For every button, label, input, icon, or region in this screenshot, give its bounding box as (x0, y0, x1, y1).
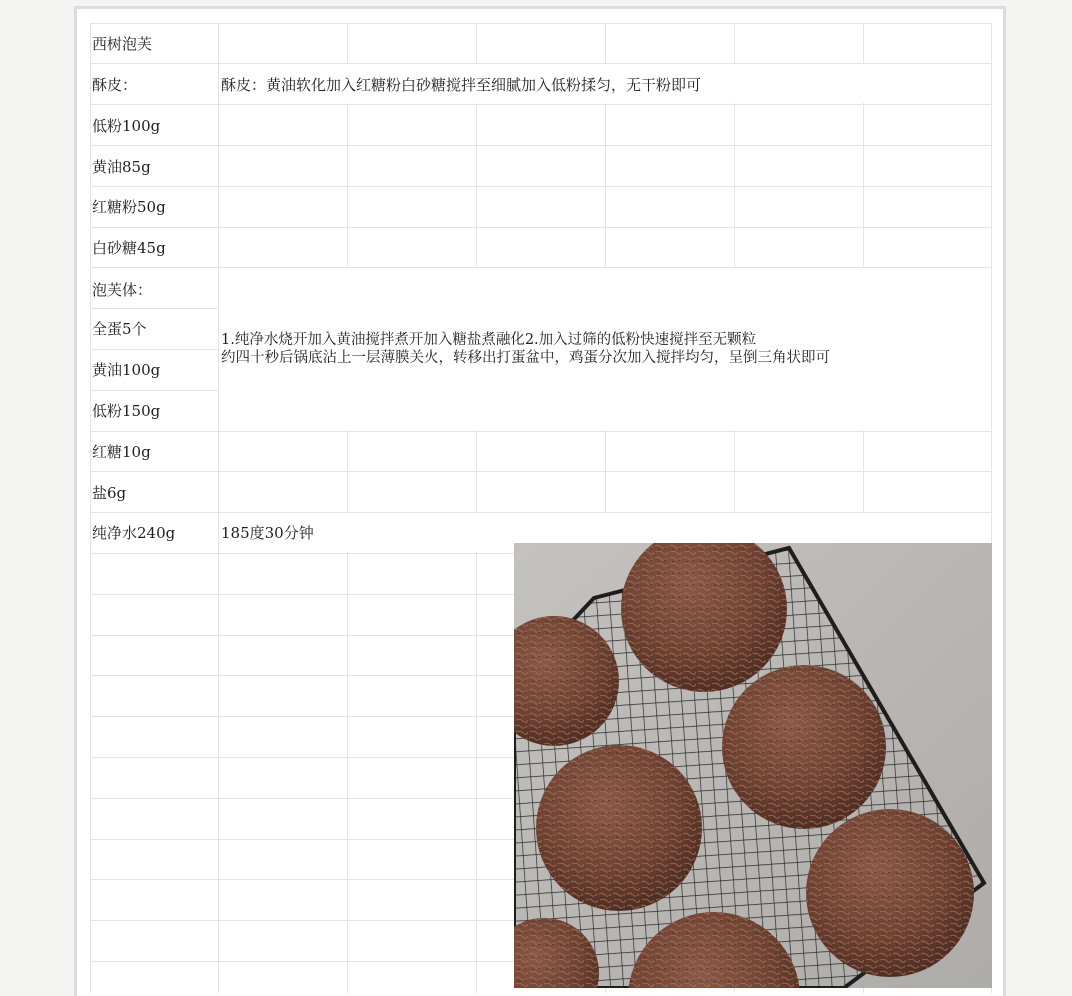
bake-cell[interactable]: 185度30分钟 (221, 524, 314, 542)
ingredient-cell[interactable]: 纯净水240g (92, 524, 176, 542)
recipe-title-cell[interactable]: 西树泡芙 (92, 35, 153, 53)
choux-puffs-photo (514, 543, 992, 988)
crust-label-cell[interactable]: 酥皮： (92, 76, 138, 94)
ingredient-cell[interactable]: 全蛋5个 (92, 320, 147, 338)
ingredient-cell[interactable]: 白砂糖45g (92, 239, 166, 257)
crust-method-cell[interactable]: 酥皮：黄油软化加入红糖粉白砂糖搅拌至细腻加入低粉揉匀，无干粉即可 (221, 76, 702, 94)
ingredient-cell[interactable]: 红糖粉50g (92, 198, 166, 216)
choux-puff (536, 745, 702, 911)
ingredient-cell[interactable]: 红糖10g (92, 443, 151, 461)
choux-puff (806, 809, 974, 977)
ingredient-cell[interactable]: 低粉100g (92, 117, 161, 135)
choux-puff (722, 665, 886, 829)
puff-method-line-1[interactable]: 1.纯净水烧开加入黄油搅拌煮开加入糖盐煮融化2.加入过筛的低粉快速搅拌至无颗粒 (221, 332, 757, 348)
ingredient-cell[interactable]: 黄油100g (92, 361, 161, 379)
ingredient-cell[interactable]: 盐6g (92, 484, 127, 502)
puff-method-line-2[interactable]: 约四十秒后锅底沾上一层薄膜关火，转移出打蛋盆中，鸡蛋分次加入搅拌均匀，呈倒三角状即可 (221, 350, 830, 366)
puff-label-cell[interactable]: 泡芙体： (92, 281, 153, 299)
ingredient-cell[interactable]: 低粉150g (92, 402, 161, 420)
ingredient-cell[interactable]: 黄油85g (92, 158, 151, 176)
